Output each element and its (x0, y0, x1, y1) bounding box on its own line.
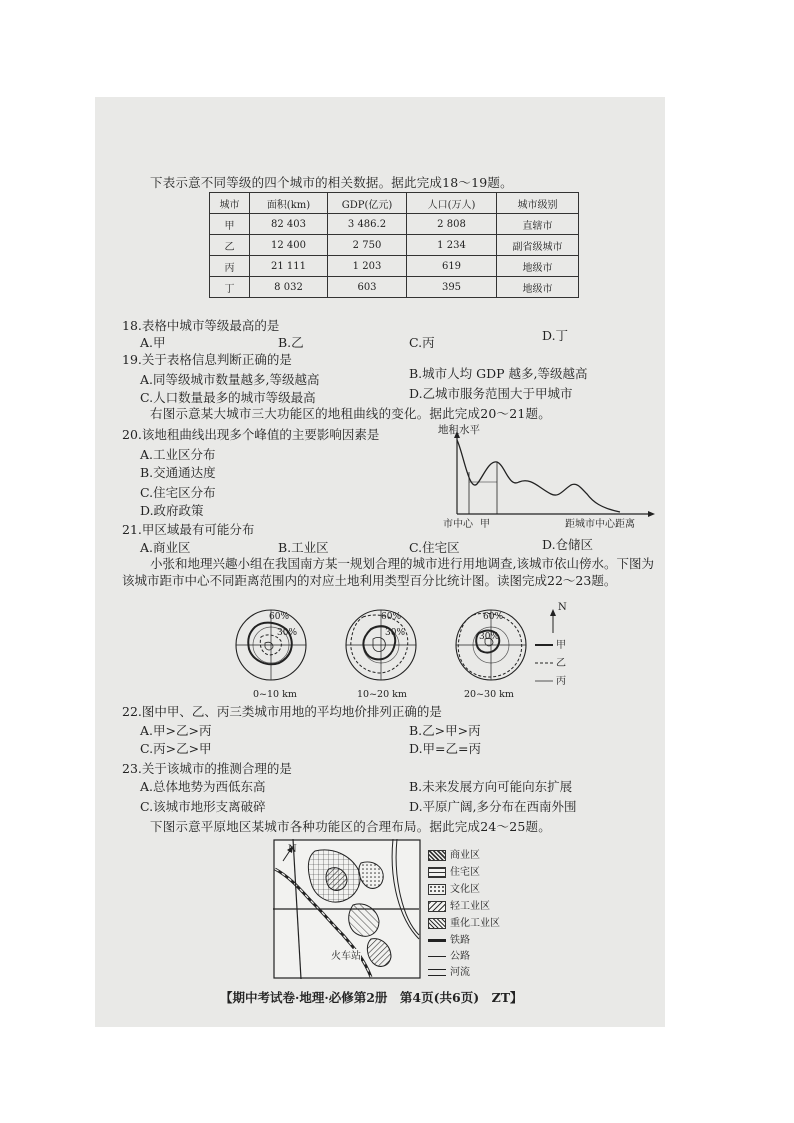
q18-option-b[interactable]: B.乙 (278, 335, 304, 350)
q22-option-d[interactable]: D.甲=乙=丙 (409, 741, 481, 756)
q21-option-b[interactable]: B.工业区 (278, 540, 329, 555)
radar-label-20-30: 20~30 km (464, 689, 514, 700)
q19-option-b[interactable]: B.城市人均 GDP 越多,等级越高 (409, 366, 588, 381)
table-row (210, 214, 579, 235)
radar-pct-30: 30% (385, 628, 406, 638)
table-cell: 副省级城市 (497, 235, 579, 256)
map-legend-river: 河流 (428, 963, 470, 978)
table-cell: 1 234 (407, 235, 497, 256)
rent-chart-origin-label: 市中心 (443, 519, 473, 530)
intro-22-23: 小张和地理兴趣小组在我国南方某一规划合理的城市进行用地调查,该城市依山傍水。下图为该城市距市中心不同距离范围内的对应土地利用类型百分比统计图。读图完成22～23题。 (122, 556, 654, 588)
q20-option-d[interactable]: D.政府政策 (140, 503, 204, 518)
map-legend-heavy-industry: 重化工业区 (428, 914, 500, 929)
table-cell: 8 032 (250, 277, 328, 298)
heavy-industry-swatch-icon (428, 918, 446, 929)
table-cell: 12 400 (250, 235, 328, 256)
rent-curve-chart (435, 422, 660, 529)
table-header-row (210, 193, 579, 214)
rent-chart-ylabel: 地租水平 (438, 424, 480, 436)
radar-north-label: N (558, 602, 567, 613)
residential-swatch-icon (428, 867, 446, 878)
radar-pct-60: 60% (483, 612, 504, 622)
q21-option-d[interactable]: D.仓储区 (542, 537, 594, 552)
q23-option-c[interactable]: C.该城市地形支离破碎 (140, 799, 266, 814)
map-station-label: 火车站 (331, 949, 361, 965)
radar-pct-30: 30% (479, 632, 500, 642)
table-cell: 82 403 (250, 214, 328, 235)
q22-option-a[interactable]: A.甲>乙>丙 (140, 723, 212, 738)
table-cell: 3 486.2 (328, 214, 407, 235)
page-footer: 【期中考试卷·地理·必修第2册 第4页(共6页) ZT】 (220, 990, 523, 1005)
map-north-label: N (288, 844, 297, 855)
radar-label-0-10: 0~10 km (253, 689, 297, 700)
table-cell: 直辖市 (497, 214, 579, 235)
table-cell: 2 750 (328, 235, 407, 256)
question-18-stem: 18.表格中城市等级最高的是 (122, 318, 280, 333)
question-23-stem: 23.关于该城市的推测合理的是 (122, 761, 292, 776)
table-cell: 1 203 (328, 256, 407, 277)
table-row (210, 235, 579, 256)
radar-legend-jia: 甲 (556, 640, 566, 651)
intro-18-19: 下表示意不同等级的四个城市的相关数据。据此完成18～19题。 (150, 175, 513, 190)
table-cell: 619 (407, 256, 497, 277)
radar-pct-60: 60% (269, 612, 290, 622)
commercial-swatch-icon (428, 850, 446, 861)
radar-pct-30: 30% (277, 628, 298, 638)
radar-legend-bing: 丙 (556, 676, 566, 687)
table-cell: 603 (328, 277, 407, 298)
q20-option-c[interactable]: C.住宅区分布 (140, 485, 216, 500)
intro-24-25: 下图示意平原地区某城市各种功能区的合理布局。据此完成24～25题。 (150, 819, 551, 834)
q18-option-c[interactable]: C.丙 (409, 335, 435, 350)
river-line-icon (428, 969, 446, 976)
question-19-stem: 19.关于表格信息判断正确的是 (122, 352, 292, 367)
q19-option-a[interactable]: A.同等级城市数量越多,等级越高 (140, 372, 320, 387)
table-row (210, 256, 579, 277)
rent-chart-zone-label: 甲 (480, 519, 490, 530)
city-data-table (209, 192, 579, 298)
table-cell: 395 (407, 277, 497, 298)
q22-option-b[interactable]: B.乙>甲>丙 (409, 723, 481, 738)
q18-option-d[interactable]: D.丁 (542, 328, 569, 343)
q21-option-a[interactable]: A.商业区 (140, 540, 191, 555)
cultural-swatch-icon (428, 884, 446, 895)
q23-option-d[interactable]: D.平原广阔,多分布在西南外围 (409, 799, 577, 814)
table-cell: 丁 (210, 277, 250, 298)
table-header: 面积(km) (250, 193, 328, 214)
rent-chart-xlabel: 距城市中心距离 (565, 519, 635, 530)
table-cell: 丙 (210, 256, 250, 277)
intro-20-21: 右图示意某大城市三大功能区的地租曲线的变化。据此完成20～21题。 (150, 406, 551, 421)
radar-legend-yi: 乙 (556, 658, 566, 669)
table-cell: 甲 (210, 214, 250, 235)
q19-option-d[interactable]: D.乙城市服务范围大于甲城市 (409, 386, 573, 401)
table-row (210, 277, 579, 298)
q20-option-b[interactable]: B.交通通达度 (140, 465, 216, 480)
question-20-stem: 20.该地租曲线出现多个峰值的主要影响因素是 (122, 427, 380, 442)
map-legend-cultural: 文化区 (428, 880, 480, 895)
road-line-icon (428, 956, 446, 957)
q21-option-c[interactable]: C.住宅区 (409, 540, 460, 555)
question-21-stem: 21.甲区域最有可能分布 (122, 522, 255, 537)
light-industry-swatch-icon (428, 901, 446, 912)
question-22-stem: 22.图中甲、乙、丙三类城市用地的平均地价排列正确的是 (122, 704, 442, 719)
map-legend-residential: 住宅区 (428, 863, 480, 878)
table-header: 城市级别 (497, 193, 579, 214)
q22-option-c[interactable]: C.丙>乙>甲 (140, 741, 212, 756)
radar-pct-60: 60% (381, 612, 402, 622)
table-cell: 地级市 (497, 256, 579, 277)
table-cell: 乙 (210, 235, 250, 256)
q23-option-b[interactable]: B.未来发展方向可能向东扩展 (409, 779, 573, 794)
map-legend-road: 公路 (428, 947, 470, 962)
table-header: 人口(万人) (407, 193, 497, 214)
table-cell: 21 111 (250, 256, 328, 277)
table-cell: 2 808 (407, 214, 497, 235)
exam-page (95, 97, 665, 1027)
q19-option-c[interactable]: C.人口数量最多的城市等级最高 (140, 390, 316, 405)
q20-option-a[interactable]: A.工业区分布 (140, 447, 216, 462)
map-legend-commercial: 商业区 (428, 846, 480, 861)
q18-option-a[interactable]: A.甲 (140, 335, 166, 350)
table-header: GDP(亿元) (328, 193, 407, 214)
map-legend-railway: 铁路 (428, 931, 470, 946)
map-legend-light-industry: 轻工业区 (428, 897, 490, 912)
radar-label-10-20: 10~20 km (357, 689, 407, 700)
table-cell: 地级市 (497, 277, 579, 298)
railway-line-icon (428, 939, 446, 942)
table-header: 城市 (210, 193, 250, 214)
q23-option-a[interactable]: A.总体地势为西低东高 (140, 779, 266, 794)
